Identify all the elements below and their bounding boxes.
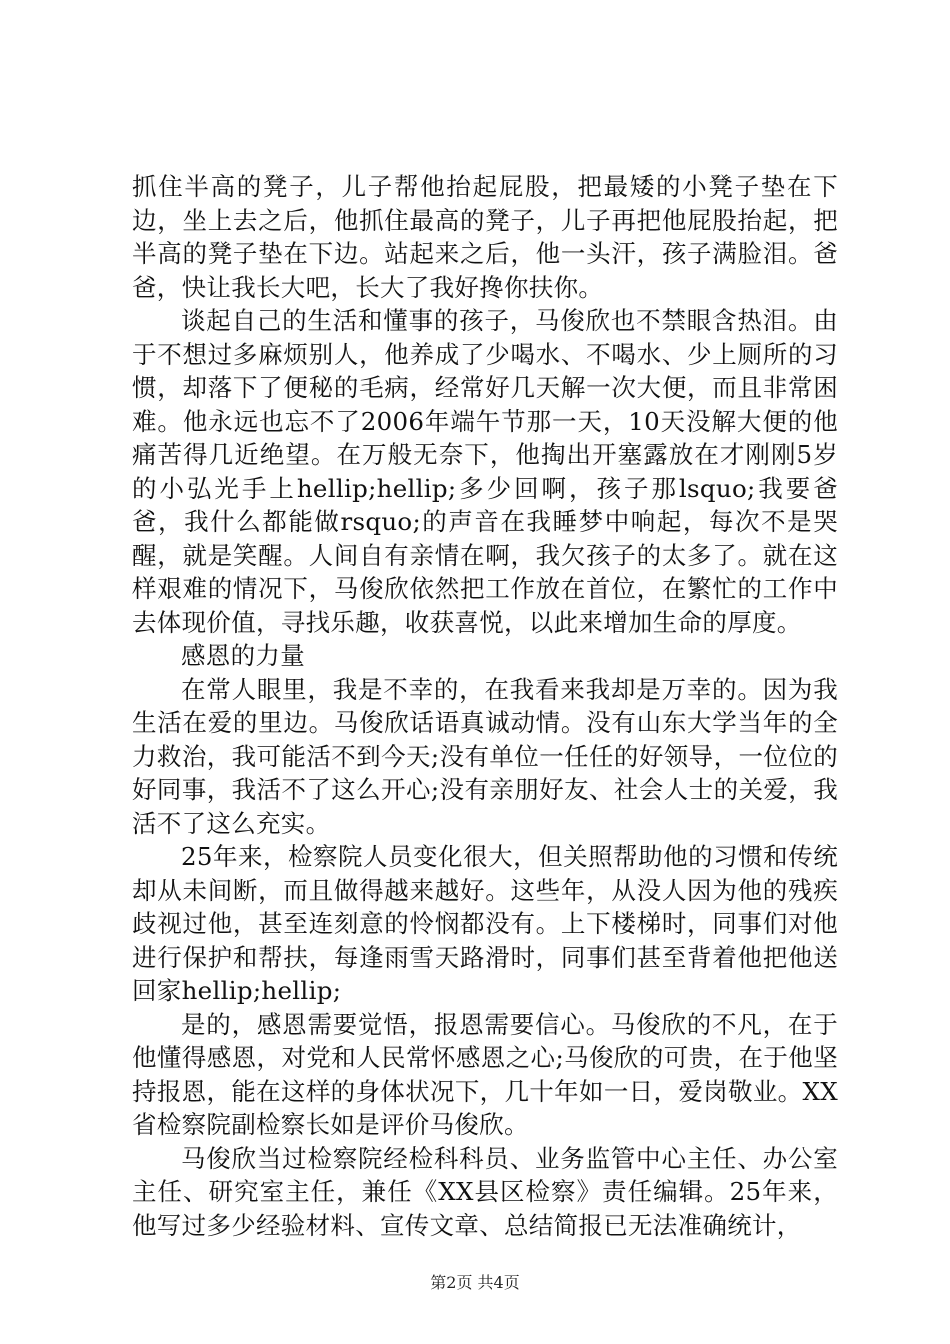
- paragraph-1: 抓住半高的凳子，儿子帮他抬起屁股，把最矮的小凳子垫在下边，坐上去之后，他抓住最高的凳子，儿子再把他屁股抬起，把半高的凳子垫在下边。站起来之后，他一头汗，孩子满脸泪。爸爸，快让我长大吧，长大了我好搀你扶你。: [132, 172, 838, 302]
- paragraph-2: 谈起自己的生活和懂事的孩子，马俊欣也不禁眼含热泪。由于不想过多麻烦别人，他养成了少喝水、不喝水、少上厕所的习惯，却落下了便秘的毛病，经常好几天解一次大便，而且非常困难。他永远也忘不了2006年端午节那一天，10天没解大便的他痛苦得几近绝望。在万般无奈下，他掏出开塞露放在才刚刚5岁的小弘光手上hellip;hellip;多少回啊，孩子那lsquo;我要爸爸，我什么都能做rsquo;的声音在我睡梦中响起，每次不是哭醒，就是笑醒。人间自有亲情在啊，我欠孩子的太多了。就在这样艰难的情况下，马俊欣依然把工作放在首位，在繁忙的工作中去体现价值，寻找乐趣，收获喜悦，以此来增加生命的厚度。: [132, 306, 838, 637]
- page-number-footer: 第2页 共4页: [430, 1273, 520, 1292]
- paragraph-3: 在常人眼里，我是不幸的，在我看来我却是万幸的。因为我生活在爱的里边。马俊欣话语真诚动情。没有山东大学当年的全力救治，我可能活不到今天;没有单位一任任的好领导，一位位的好同事，我活不了这么开心;没有亲朋好友、社会人士的关爱，我活不了这么充实。: [132, 674, 838, 838]
- document-body: [132, 170, 838, 1242]
- paragraph-6: 马俊欣当过检察院经检科科员、业务监管中心主任、办公室主任、研究室主任，兼任《XX县区检察》责任编辑。25年来，他写过多少经验材料、宣传文章、总结简报已无法准确统计，: [132, 1143, 838, 1240]
- paragraph-4: 25年来，检察院人员变化很大，但关照帮助他的习惯和传统却从未间断，而且做得越来越好。这些年，从没人因为他的残疾歧视过他，甚至连刻意的怜悯都没有。上下楼梯时，同事们对他进行保护和帮扶，每逢雨雪天路滑时，同事们甚至背着他把他送回家hellip;hellip;: [132, 842, 838, 1005]
- section-heading: 感恩的力量: [181, 641, 305, 670]
- paragraph-5: 是的，感恩需要觉悟，报恩需要信心。马俊欣的不凡，在于他懂得感恩，对党和人民常怀感恩之心;马俊欣的可贵，在于他坚持报恩，能在这样的身体状况下，几十年如一日，爱岗敬业。XX省检察院副检察长如是评价马俊欣。: [132, 1009, 838, 1139]
